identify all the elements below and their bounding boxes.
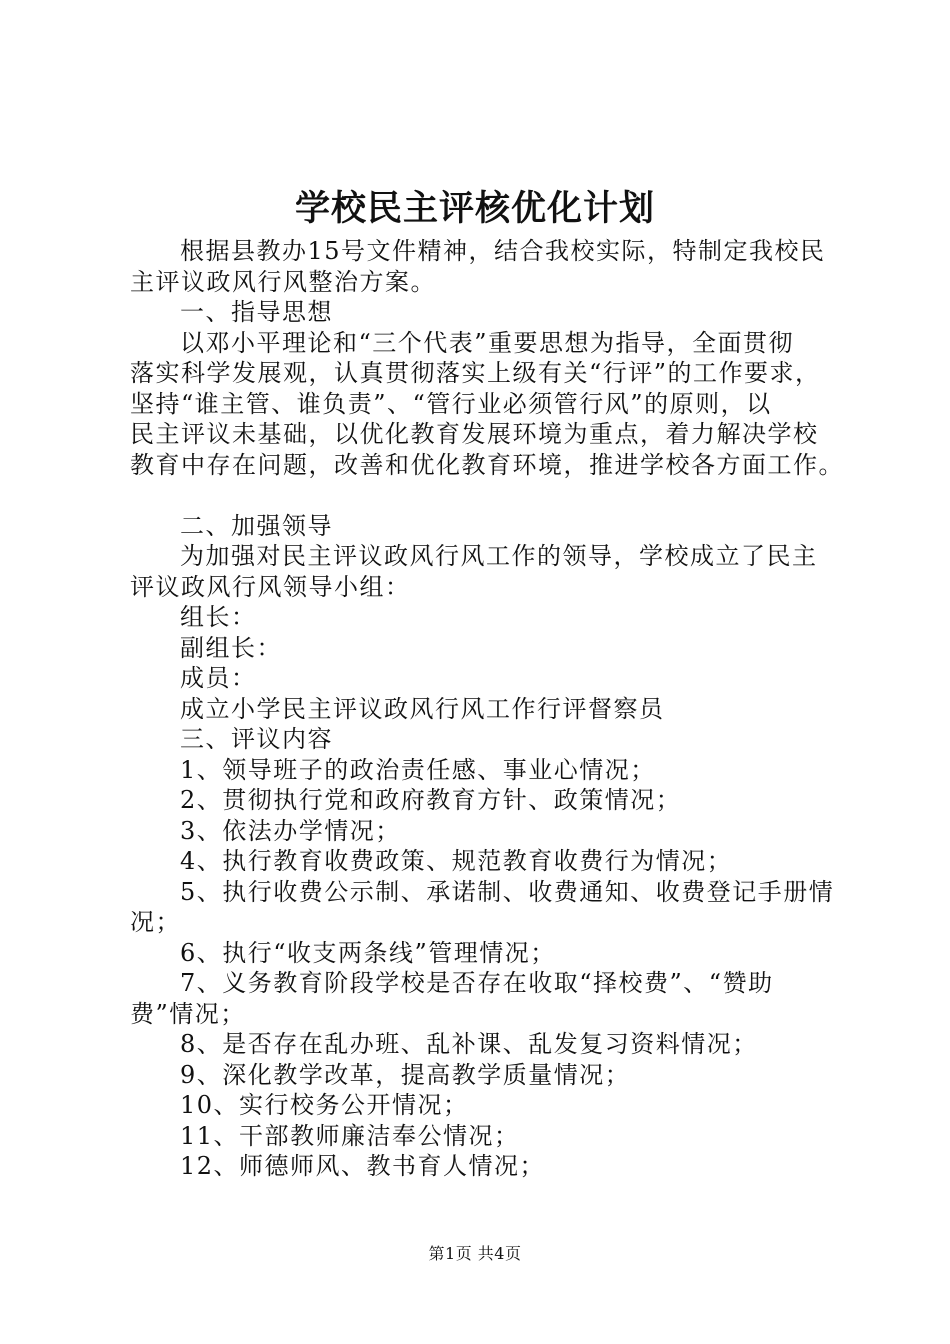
document-body [130, 236, 844, 1182]
list-item-continuation: 况； [130, 908, 181, 936]
list-item: 组长： [180, 603, 257, 631]
list-item-continuation: 费”情况； [130, 999, 246, 1028]
list-item: 4、执行教育收费政策、规范教育收费行为情况； [180, 847, 733, 875]
list-item: 成立小学民主评议政风行风工作行评督察员 [180, 694, 665, 723]
list-item: 11、干部教师廉洁奉公情况； [180, 1121, 520, 1150]
section-heading: 二、加强领导 [180, 511, 333, 540]
paragraph-line: 主评议政风行风整治方案。 [130, 267, 436, 296]
paragraph-line: 以邓小平理论和“三个代表”重要思想为指导，全面贯彻 [180, 328, 795, 357]
list-item: 1、领导班子的政治责任感、事业心情况； [180, 755, 656, 784]
list-item: 副组长： [180, 633, 282, 662]
document-title: 学校民主评核优化计划 [294, 188, 655, 229]
paragraph-line: 根据县教办15号文件精神，结合我校实际，特制定我校民 [180, 237, 826, 265]
paragraph-line: 落实科学发展观，认真贯彻落实上级有关“行评”的工作要求， [130, 359, 821, 387]
list-item: 8、是否存在乱办班、乱补课、乱发复习资料情况； [180, 1030, 758, 1058]
paragraph-line: 坚持“谁主管、谁负责”、“管行业必须管行风”的原则，以 [130, 389, 772, 418]
section-heading: 三、评议内容 [180, 725, 333, 753]
list-item: 12、师德师风、教书育人情况； [180, 1152, 546, 1180]
list-item: 成员： [180, 664, 257, 692]
section-heading: 一、指导思想 [180, 298, 333, 326]
paragraph-line: 评议政风行风领导小组： [130, 572, 411, 601]
page-number-footer: 第1页 共4页 [428, 1244, 522, 1263]
list-item: 6、执行“收支两条线”管理情况； [180, 938, 556, 967]
list-item: 7、义务教育阶段学校是否存在收取“择校费”、“赞助 [180, 969, 774, 997]
list-item: 2、贯彻执行党和政府教育方针、政策情况； [180, 786, 682, 814]
paragraph-line: 为加强对民主评议政风行风工作的领导，学校成立了民主 [180, 542, 818, 570]
list-item: 10、实行校务公开情况； [180, 1091, 469, 1119]
list-item: 9、深化教学改革，提高教学质量情况； [180, 1060, 631, 1089]
blank-line [130, 480, 835, 511]
paragraph-line: 教育中存在问题，改善和优化教育环境，推进学校各方面工作。 [130, 450, 844, 479]
list-item: 5、执行收费公示制、承诺制、收费通知、收费登记手册情 [180, 877, 835, 906]
paragraph-line: 民主评议未基础，以优化教育发展环境为重点，着力解决学校 [130, 420, 819, 448]
list-item: 3、依法办学情况； [180, 816, 401, 845]
